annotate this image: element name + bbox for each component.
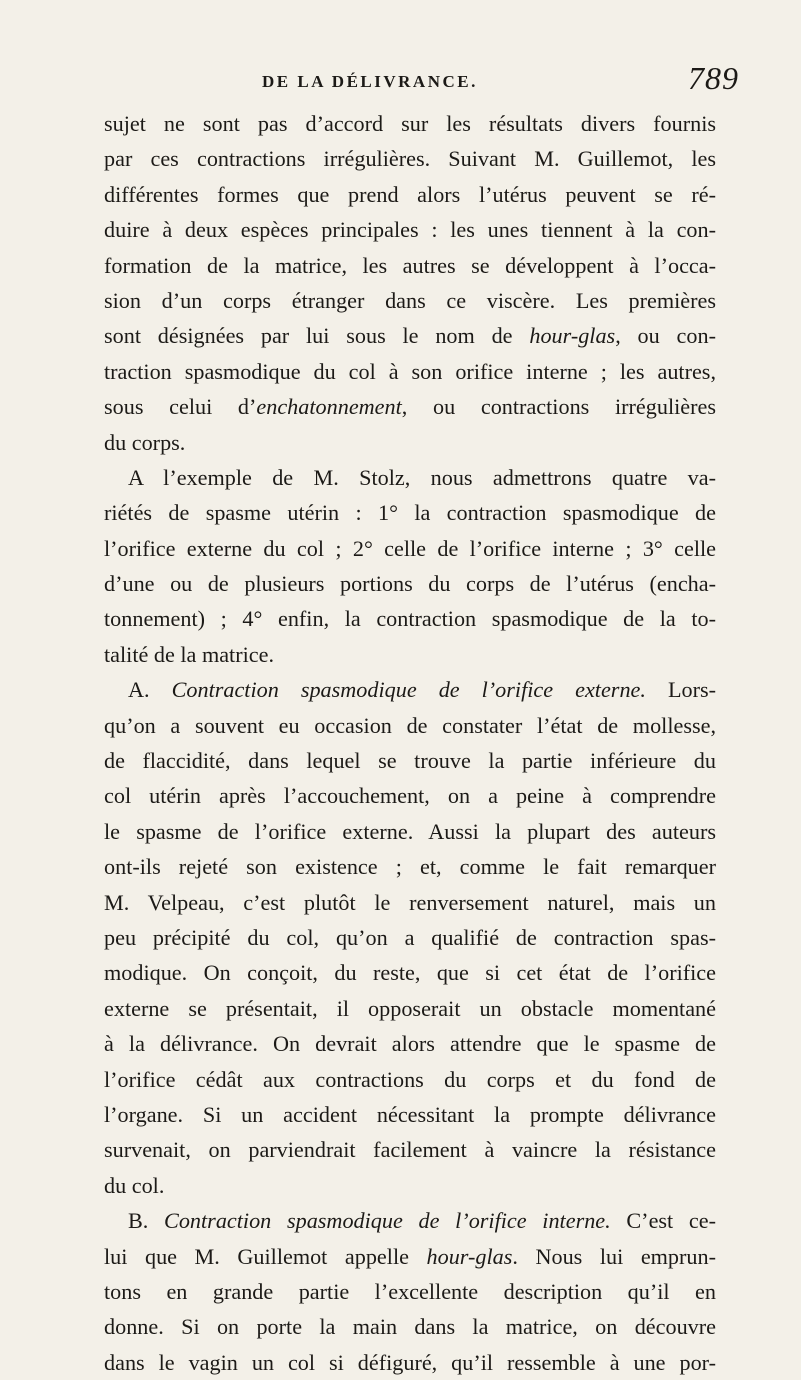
text-segment: sujet ne sont pas d’accord sur les résultats divers fournis bbox=[104, 111, 716, 136]
text-line bbox=[104, 1239, 716, 1274]
text-segment: tonnement) ; 4° enfin, la contraction spasmodique de la to- bbox=[104, 606, 716, 632]
text-segment: sion d’un corps étranger dans ce viscère. Les premières bbox=[104, 287, 716, 313]
page-number: 789 bbox=[688, 60, 739, 96]
text-segment: du col. bbox=[104, 1172, 165, 1198]
text-line bbox=[104, 566, 716, 601]
italic-text: hour-glas bbox=[529, 323, 616, 349]
text-segment: dans le vagin un col si défiguré, qu’il ressemble à une por- bbox=[104, 1349, 716, 1375]
text-line bbox=[104, 991, 716, 1026]
text-line bbox=[104, 601, 716, 636]
text-line bbox=[104, 955, 716, 990]
text-line bbox=[104, 1132, 716, 1167]
text-segment: donne. Si on porte la main dans la matrice, on découvre bbox=[104, 1314, 716, 1340]
italic-text: enchatonnement bbox=[256, 394, 402, 420]
text-segment: l’orifice cédât aux contractions du corps et du fond de bbox=[104, 1066, 716, 1092]
text-segment: par ces contractions irrégulières. Suivant M. Guillemot, les bbox=[104, 146, 716, 172]
text-segment: différentes formes que prend alors l’utérus peuvent se ré- bbox=[104, 181, 716, 207]
running-head-title: DE LA DÉLIVRANCE. bbox=[262, 72, 478, 91]
body-text bbox=[104, 106, 716, 1380]
text-line bbox=[104, 1062, 716, 1097]
text-segment: survenait, on parviendrait facilement à vaincre la résistance bbox=[104, 1137, 716, 1163]
text-line bbox=[104, 743, 716, 778]
italic-text: hour-glas bbox=[426, 1243, 513, 1269]
text-segment: ont-ils rejeté son existence ; et, comme le fait remarquer bbox=[104, 854, 716, 880]
italic-text: Contraction spasmodique de l’orifice interne. bbox=[164, 1208, 611, 1234]
text-line bbox=[104, 212, 716, 247]
text-segment: qu’on a souvent eu occasion de constater l’état de mollesse, bbox=[104, 712, 716, 738]
text-line bbox=[104, 354, 716, 389]
text-segment: tons en grande partie l’excellente description qu’il en bbox=[104, 1278, 716, 1304]
text-line bbox=[104, 1026, 716, 1061]
text-line bbox=[104, 637, 716, 672]
text-line bbox=[104, 920, 716, 955]
text-line bbox=[104, 283, 716, 318]
text-line bbox=[104, 885, 716, 920]
text-line bbox=[104, 495, 716, 530]
text-line bbox=[104, 531, 716, 566]
text-line bbox=[104, 460, 716, 495]
text-segment: lui que M. Guillemot appelle bbox=[104, 1243, 427, 1269]
text-segment: , ou con- bbox=[615, 323, 716, 349]
text-line bbox=[104, 849, 716, 884]
text-line bbox=[104, 814, 716, 849]
text-segment: . Nous lui emprun- bbox=[512, 1243, 716, 1269]
text-segment: col utérin après l’accouchement, on a peine à comprendre bbox=[104, 783, 716, 809]
text-line bbox=[104, 778, 716, 813]
text-line bbox=[104, 389, 716, 424]
text-segment: talité de la matrice. bbox=[104, 641, 275, 667]
text-line bbox=[104, 1345, 716, 1380]
text-segment: sont désignées par lui sous le nom de bbox=[104, 323, 530, 349]
text-line bbox=[104, 1097, 716, 1132]
text-segment: M. Velpeau, c’est plutôt le renversement naturel, mais un bbox=[104, 889, 716, 915]
text-line bbox=[104, 1203, 716, 1238]
text-segment: externe se présentait, il opposerait un obstacle momentané bbox=[104, 995, 716, 1021]
text-segment: traction spasmodique du col à son orifice interne ; les autres, bbox=[104, 358, 716, 384]
text-segment: d’une ou de plusieurs portions du corps de l’utérus (encha- bbox=[104, 571, 716, 597]
text-segment: peu précipité du col, qu’on a qualifié de contraction spas- bbox=[104, 924, 716, 950]
text-line bbox=[104, 1168, 716, 1203]
text-segment: le spasme de l’orifice externe. Aussi la plupart des auteurs bbox=[104, 818, 716, 844]
text-line bbox=[104, 177, 716, 212]
text-segment: A. bbox=[128, 677, 172, 703]
text-segment: , ou contractions irrégulières bbox=[401, 394, 716, 420]
text-segment: l’orifice externe du col ; 2° celle de l’orifice interne ; 3° celle bbox=[104, 535, 716, 561]
text-segment: duire à deux espèces principales : les unes tiennent à la con- bbox=[104, 217, 716, 243]
text-line bbox=[104, 672, 716, 707]
text-segment: à la délivrance. On devrait alors attendre que le spasme de bbox=[104, 1031, 716, 1057]
text-segment: sous celui d’ bbox=[104, 394, 257, 420]
text-segment: du corps. bbox=[104, 429, 186, 455]
running-head bbox=[0, 60, 801, 106]
text-line bbox=[104, 248, 716, 283]
text-segment: modique. On conçoit, du reste, que si cet état de l’orifice bbox=[104, 960, 716, 986]
text-segment: B. bbox=[128, 1208, 165, 1234]
text-line bbox=[104, 708, 716, 743]
text-line bbox=[104, 425, 716, 460]
text-segment: l’organe. Si un accident nécessitant la prompte délivrance bbox=[104, 1101, 716, 1127]
text-line bbox=[104, 141, 716, 176]
text-segment: formation de la matrice, les autres se développent à l’occa- bbox=[104, 252, 716, 278]
text-line bbox=[104, 1274, 716, 1309]
text-segment: A l’exemple de M. Stolz, nous admettrons quatre va- bbox=[128, 464, 716, 490]
italic-text: Contraction spasmodique de l’orifice externe. bbox=[171, 677, 646, 703]
text-segment: riétés de spasme utérin : 1° la contraction spasmodique de bbox=[104, 500, 716, 526]
text-segment: de flaccidité, dans lequel se trouve la partie inférieure du bbox=[104, 748, 716, 774]
text-line bbox=[104, 318, 716, 353]
text-segment: C’est ce- bbox=[610, 1208, 716, 1234]
text-line bbox=[104, 106, 716, 141]
text-segment: Lors- bbox=[645, 677, 716, 703]
